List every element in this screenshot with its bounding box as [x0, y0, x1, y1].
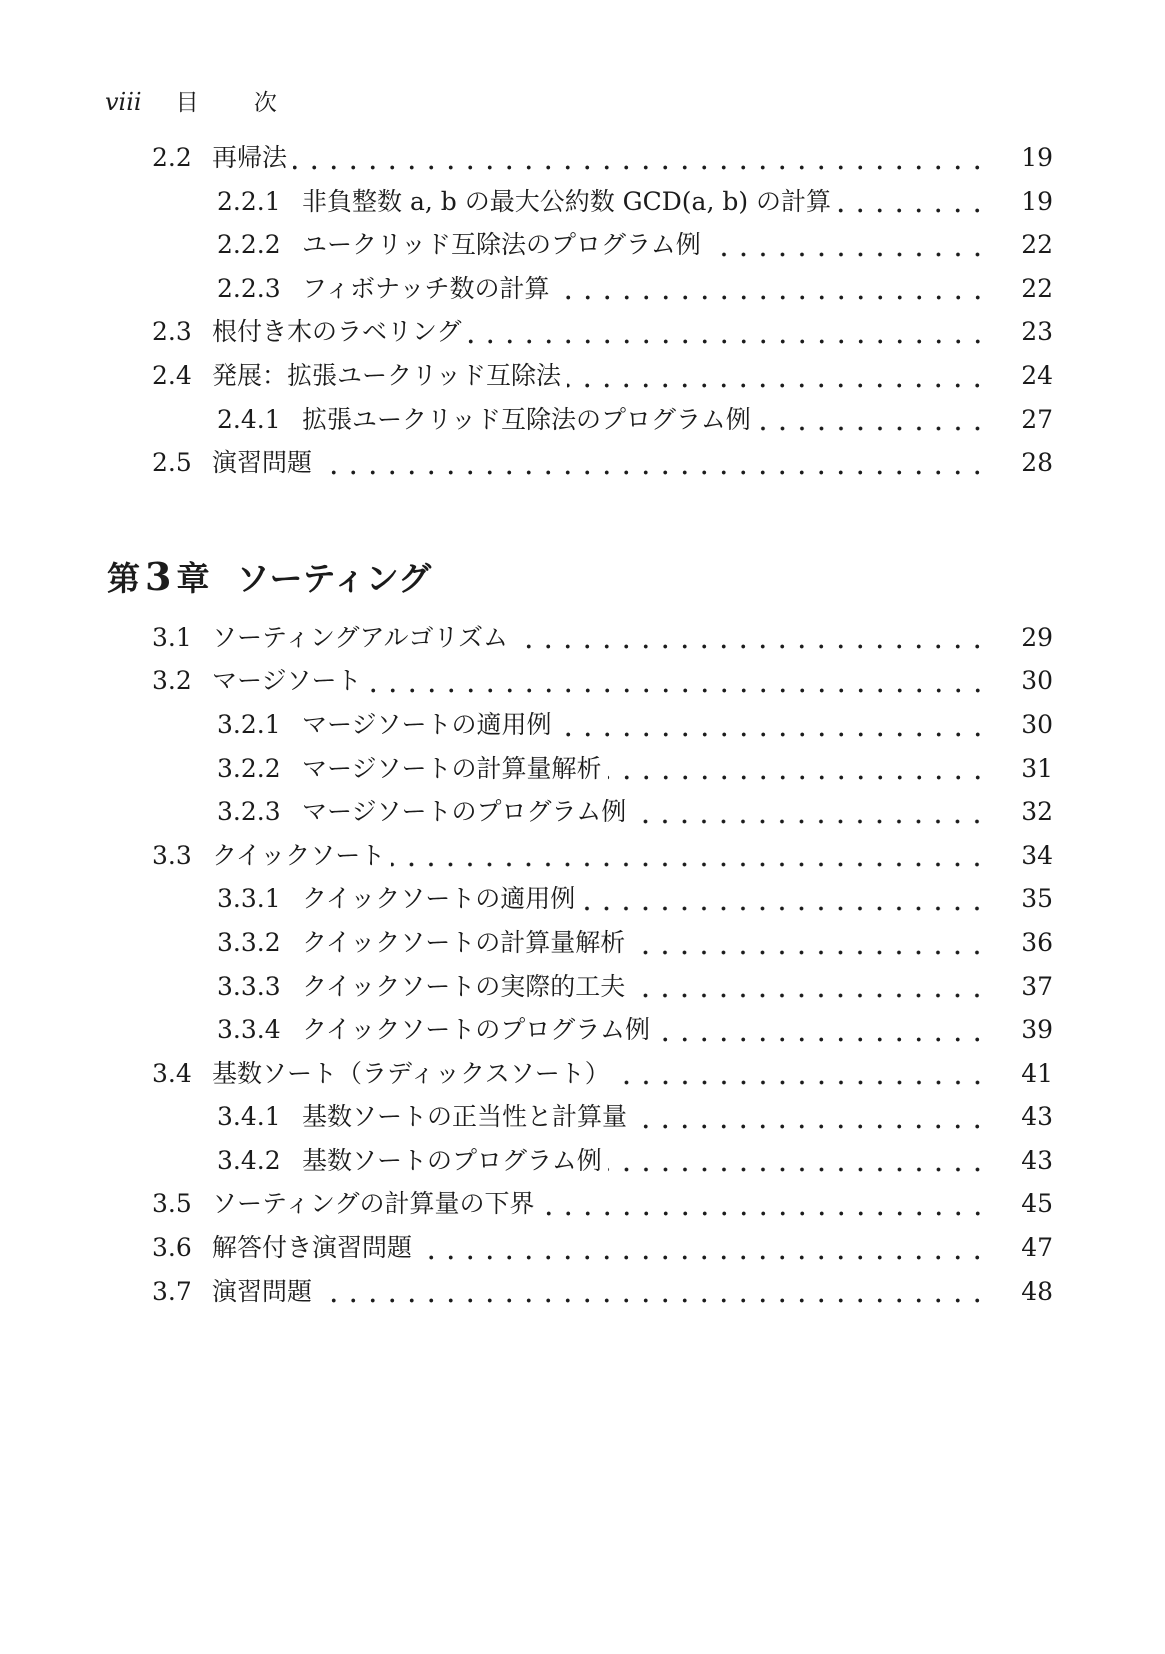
toc-entry-title: 根付き木のラベリング	[212, 317, 462, 347]
toc-entry-number: 3.3.1	[217, 884, 281, 914]
toc-entry-page: 31	[1021, 753, 1053, 783]
toc-entry-title: クイックソートの適用例	[302, 884, 576, 914]
toc-entry-page: 32	[1021, 797, 1053, 827]
toc-entry-page: 30	[1021, 709, 1053, 739]
dot-leader	[556, 267, 987, 311]
toc-entry-number: 3.4.1	[217, 1102, 281, 1132]
dot-leader	[391, 834, 987, 878]
header-title: 目 次	[175, 90, 301, 116]
toc-entry	[152, 1226, 1053, 1270]
toc-entry-number: 3.1	[152, 622, 192, 652]
toc-entry	[152, 747, 1053, 791]
toc-entry	[152, 1008, 1053, 1052]
dot-leader	[318, 441, 987, 485]
chapter-label-suffix: 章	[176, 558, 210, 598]
dot-leader	[633, 1095, 987, 1139]
toc-entry	[152, 703, 1053, 747]
toc-entry-title: クイックソートの計算量解析	[302, 927, 626, 957]
toc-entry	[152, 180, 1053, 224]
chapter-label-prefix: 第	[107, 558, 140, 598]
toc-entry-number: 3.7	[152, 1276, 192, 1306]
toc-entry	[152, 1270, 1053, 1314]
toc-entry-title: マージソートの計算量解析	[302, 753, 602, 783]
toc-entry-page: 22	[1021, 230, 1053, 260]
toc-entry	[152, 223, 1053, 267]
chapter-heading	[107, 554, 1165, 600]
dot-leader	[418, 1226, 987, 1270]
toc-entry	[152, 267, 1053, 311]
toc-entry-number: 3.3.2	[217, 927, 281, 957]
toc-entry-title: マージソート	[212, 666, 362, 696]
toc-entry	[152, 1052, 1053, 1096]
toc-entry-title: ソーティングの計算量の下界	[212, 1189, 535, 1219]
toc-entry-number: 3.6	[152, 1233, 192, 1263]
toc-entry	[152, 136, 1053, 180]
toc-entry-title: 拡張ユークリッド互除法のプログラム例	[302, 404, 751, 434]
toc-entry-number: 2.2	[152, 143, 192, 172]
toc-entry-page: 41	[1021, 1058, 1053, 1088]
toc-entry	[152, 398, 1053, 442]
toc-entry-page: 48	[1021, 1276, 1053, 1306]
toc-entry	[152, 659, 1053, 703]
toc-entry-title: 演習問題	[212, 1276, 313, 1306]
toc-entry	[152, 965, 1053, 1009]
toc-entry-number: 3.2.1	[217, 709, 281, 739]
toc-entry-number: 3.2	[152, 666, 192, 696]
toc-entry-title: 発展：拡張ユークリッド互除法	[212, 360, 562, 390]
dot-leader	[632, 790, 987, 834]
toc-entry-page: 22	[1021, 273, 1053, 303]
toc-entry-title: 再帰法	[212, 143, 288, 172]
toc-entry-number: 3.4	[152, 1058, 192, 1088]
toc-entry	[152, 1182, 1053, 1226]
toc-entry-title: ソーティングアルゴリズム	[212, 622, 509, 652]
dot-leader	[293, 136, 987, 180]
dot-leader	[631, 965, 987, 1009]
toc-entry-number: 2.4	[152, 360, 192, 390]
toc-entry	[152, 310, 1053, 354]
toc-entry	[152, 616, 1053, 660]
chapter-label	[107, 553, 210, 599]
toc-entry-page: 39	[1021, 1015, 1053, 1045]
toc-entry-page: 29	[1021, 622, 1053, 652]
dot-leader	[567, 354, 987, 398]
toc-entry-page: 27	[1021, 404, 1053, 434]
toc-entry-title: クイックソートのプログラム例	[302, 1015, 651, 1045]
toc-entry-number: 3.2.3	[217, 797, 281, 827]
toc-entry-page: 34	[1021, 840, 1053, 870]
toc-entry-title: マージソートのプログラム例	[302, 797, 627, 827]
toc-entry-page: 19	[1021, 186, 1053, 216]
dot-leader	[581, 877, 987, 921]
dot-leader	[837, 180, 987, 224]
dot-leader	[368, 659, 987, 703]
toc-chapter3-entries	[152, 616, 1053, 1314]
dot-leader	[608, 1139, 987, 1183]
toc-chapter2-entries	[152, 136, 1053, 485]
chapter-title: ソーティング	[236, 558, 432, 598]
toc-entry-title: クイックソートの実際的工夫	[302, 971, 626, 1001]
toc-entry-title: マージソートの適用例	[302, 709, 552, 739]
toc-entry-title: 解答付き演習問題	[212, 1233, 413, 1263]
toc-entry-title: 非負整数 a, b の最大公約数 GCD(a, b) の計算	[302, 186, 832, 216]
toc-entry-page: 28	[1021, 448, 1053, 478]
toc-entry	[152, 1095, 1053, 1139]
toc-entry-page: 23	[1021, 317, 1053, 347]
toc-entry-title: 基数ソート（ラディックスソート）	[212, 1058, 610, 1088]
toc-entry-page: 37	[1021, 971, 1053, 1001]
toc-entry-title: フィボナッチ数の計算	[302, 273, 550, 303]
chapter-label-number: 3	[145, 553, 172, 599]
toc-entry	[152, 354, 1053, 398]
page-number: viii	[105, 88, 142, 116]
toc-entry-number: 2.4.1	[217, 404, 281, 434]
toc-entry	[152, 877, 1053, 921]
toc-entry-page: 36	[1021, 927, 1053, 957]
toc-entry	[152, 834, 1053, 878]
toc-entry-number: 2.2.1	[217, 186, 281, 216]
toc-entry-page: 43	[1021, 1145, 1053, 1175]
toc-entry-number: 3.2.2	[217, 753, 281, 783]
dot-leader	[541, 1182, 987, 1226]
toc-entry-title: 基数ソートのプログラム例	[302, 1145, 602, 1175]
toc-entry	[152, 921, 1053, 965]
toc-entry-number: 2.2.2	[217, 230, 281, 260]
toc-entry-title: ユークリッド互除法のプログラム例	[302, 230, 701, 260]
dot-leader	[608, 747, 987, 791]
toc-entry-page: 47	[1021, 1233, 1053, 1263]
dot-leader	[558, 703, 987, 747]
toc-entry-number: 2.2.3	[217, 273, 281, 303]
toc-entry-number: 3.3.4	[217, 1015, 281, 1045]
toc-entry-page: 43	[1021, 1102, 1053, 1132]
toc-entry-title: 演習問題	[212, 448, 313, 478]
toc-entry	[152, 1139, 1053, 1183]
toc-entry-page: 30	[1021, 666, 1053, 696]
toc-entry-title: 基数ソートの正当性と計算量	[302, 1102, 628, 1132]
toc-entry-page: 45	[1021, 1189, 1053, 1219]
dot-leader	[707, 223, 987, 267]
dot-leader	[656, 1008, 987, 1052]
toc-entry	[152, 790, 1053, 834]
toc-entry-number: 3.3	[152, 840, 192, 870]
toc-entry-number: 3.3.3	[217, 971, 281, 1001]
toc-entry-page: 35	[1021, 884, 1053, 914]
dot-leader	[514, 616, 987, 660]
toc-entry	[152, 441, 1053, 485]
page-header	[105, 0, 1165, 114]
toc-entry-number: 3.4.2	[217, 1145, 281, 1175]
toc-entry-number: 2.5	[152, 448, 192, 478]
toc-entry-title: クイックソート	[212, 840, 386, 870]
dot-leader	[757, 398, 987, 442]
dot-leader	[616, 1052, 987, 1096]
dot-leader	[468, 310, 987, 354]
toc-entry-page: 19	[1021, 143, 1053, 172]
dot-leader	[318, 1270, 987, 1314]
dot-leader	[631, 921, 987, 965]
toc-entry-page: 24	[1021, 360, 1053, 390]
toc-entry-number: 2.3	[152, 317, 192, 347]
toc-entry-number: 3.5	[152, 1189, 192, 1219]
